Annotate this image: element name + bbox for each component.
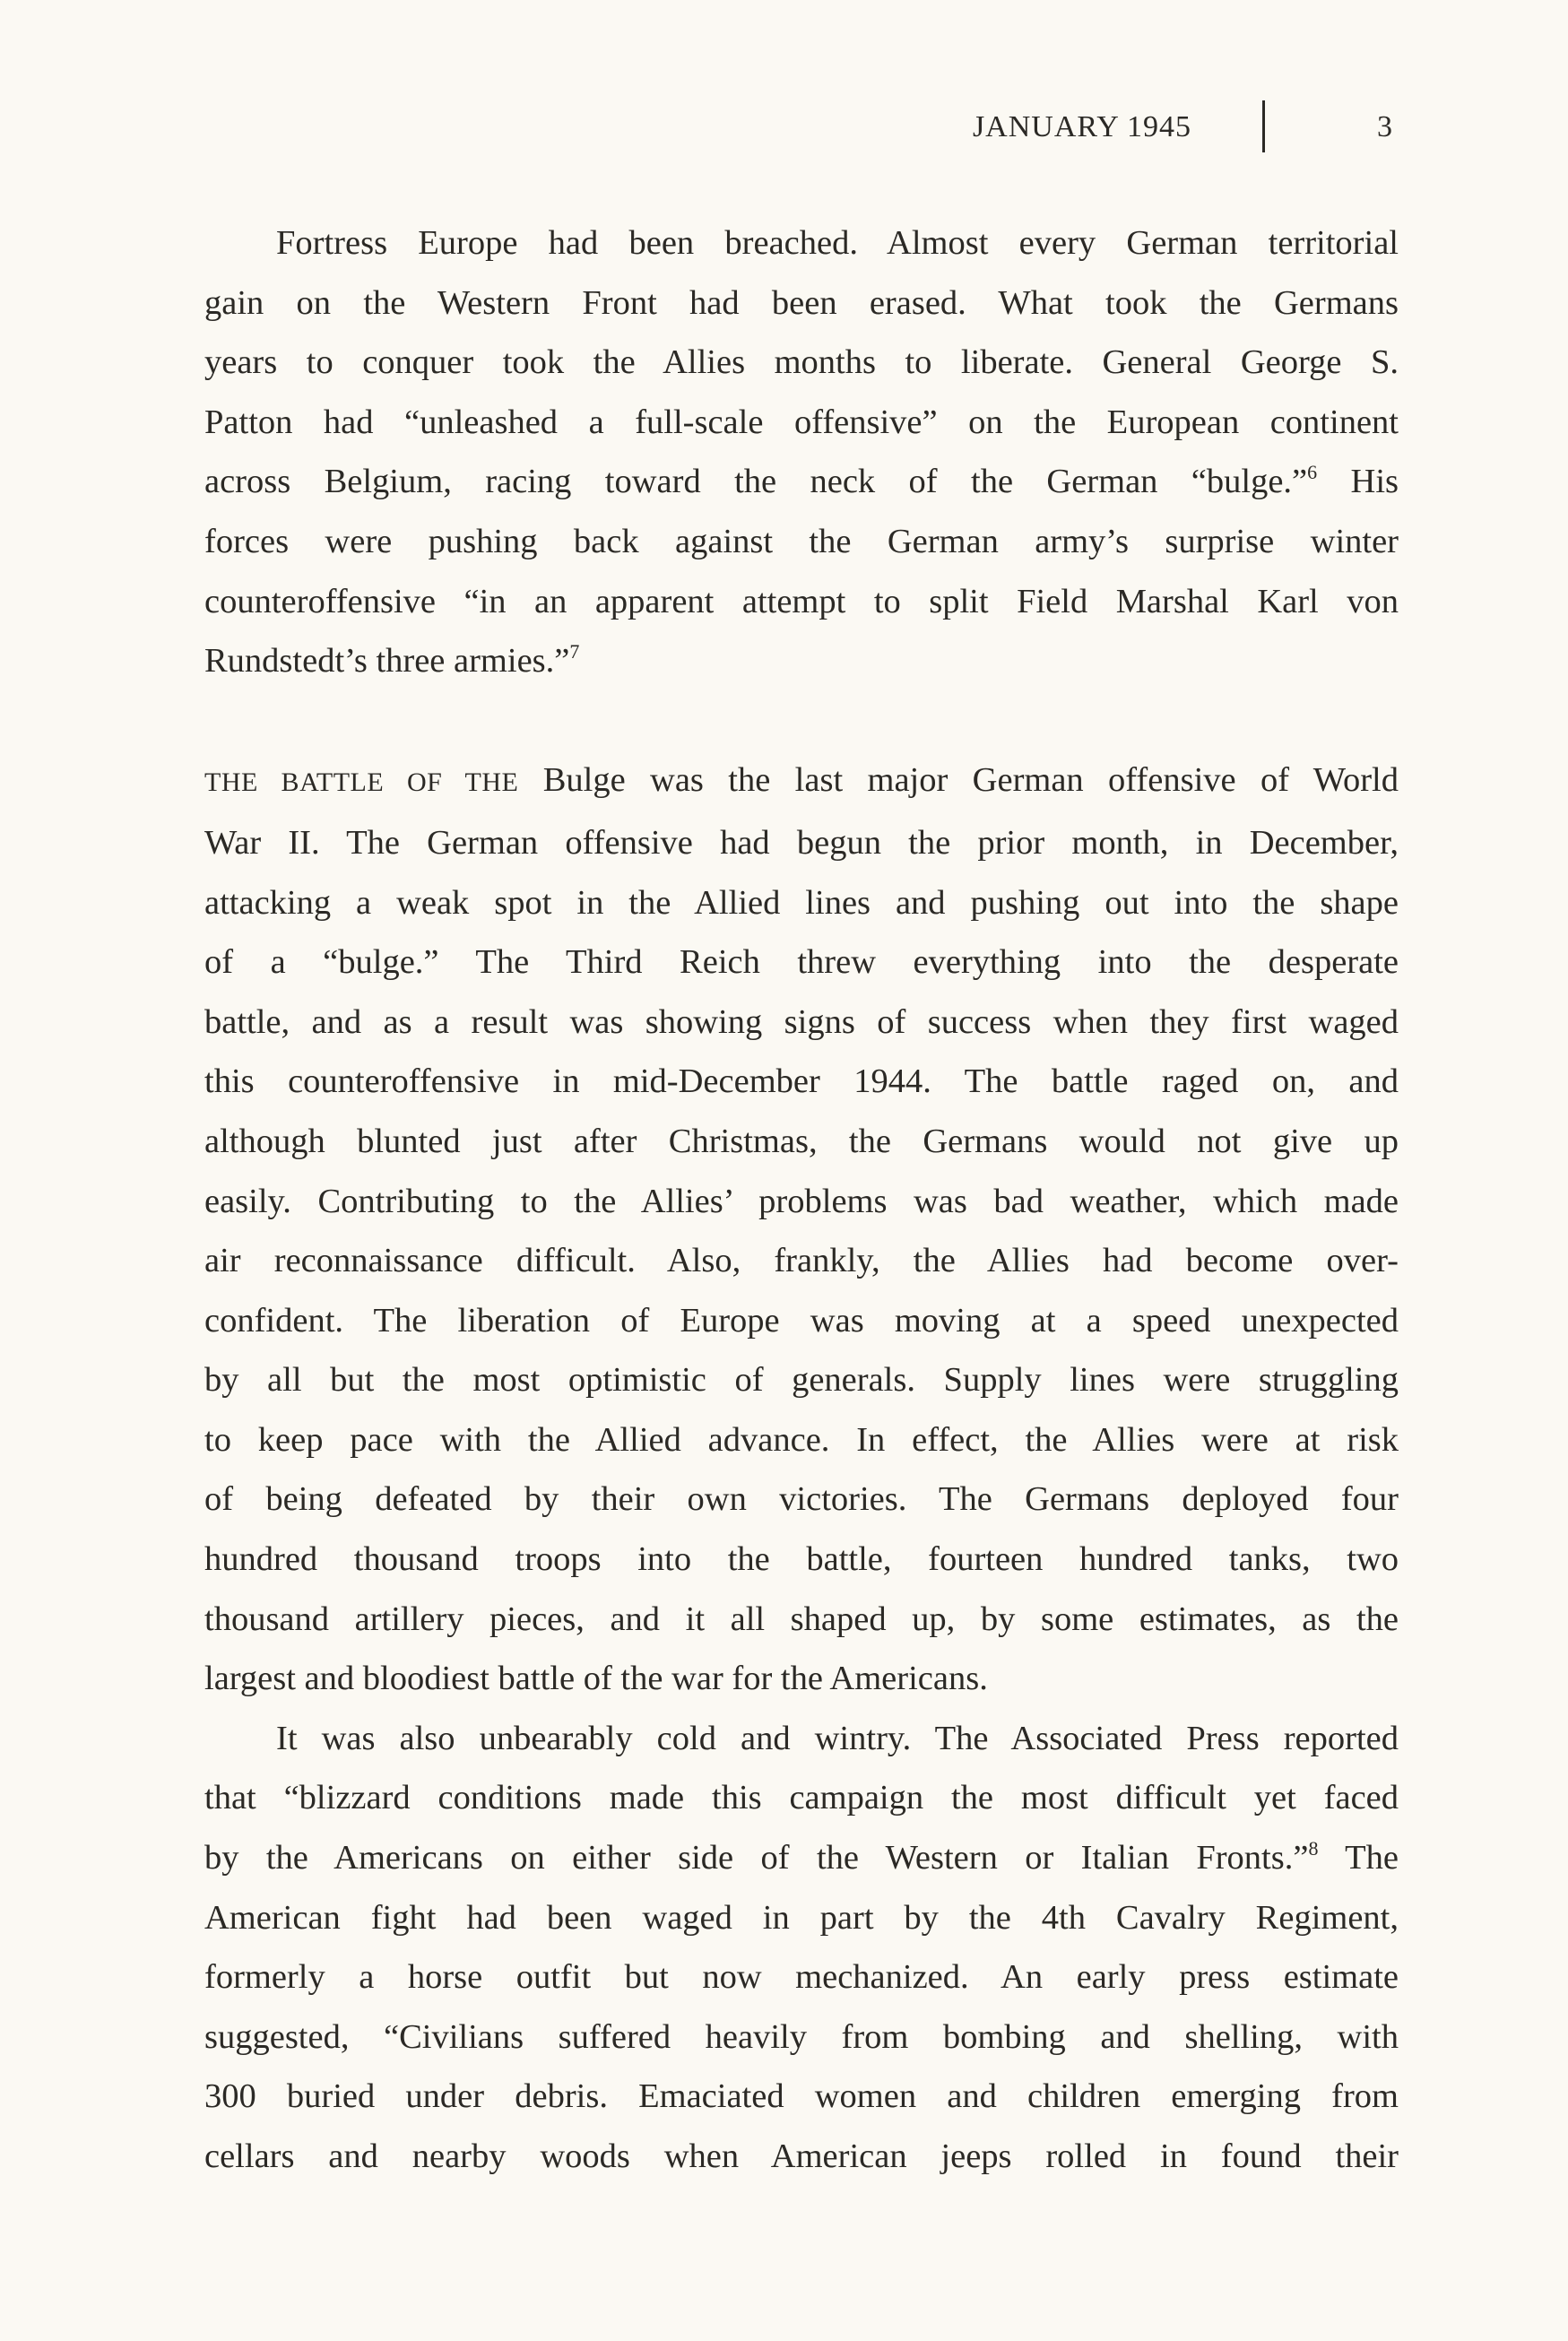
section-break bbox=[204, 691, 1399, 751]
text-line: forces were pushing back against the German army’s surprise winter bbox=[204, 522, 1399, 560]
running-head-title: JANUARY 1945 bbox=[972, 110, 1191, 143]
footnote-ref-8: 8 bbox=[1308, 1837, 1319, 1860]
text-line: gain on the Western Front had been erased. What took the Germans bbox=[204, 283, 1399, 322]
page-number: 3 bbox=[1377, 110, 1392, 143]
text-line: suggested, “Civilians suffered heavily from bombing and shelling, with bbox=[204, 2017, 1399, 2056]
text-line: It was also unbearably cold and wintry. The Associated Press reported bbox=[276, 1719, 1399, 1757]
footnote-ref-6: 6 bbox=[1307, 461, 1318, 484]
text-line: to keep pace with the Allied advance. In effect, the Allies were at risk bbox=[204, 1420, 1399, 1459]
text-line: battle, and as a result was showing signs of success when they first waged bbox=[204, 1002, 1399, 1041]
line-text: His bbox=[1317, 463, 1399, 501]
text-line bbox=[204, 1828, 1399, 1888]
running-head-divider bbox=[1262, 100, 1265, 152]
paragraph-2 bbox=[204, 750, 1399, 1709]
text-line: that “blizzard conditions made this campaign the most difficult yet faced bbox=[204, 1779, 1399, 1817]
text-line: Fortress Europe had been breached. Almost every German territorial bbox=[276, 224, 1399, 262]
text-line: easily. Contributing to the Allies’ problems was bad weather, which made bbox=[204, 1182, 1399, 1220]
text-line: although blunted just after Christmas, the Germans would not give up bbox=[204, 1122, 1399, 1160]
text-line: attacking a weak spot in the Allied lines and pushing out into the shape bbox=[204, 883, 1399, 922]
text-line: American fight had been waged in part by the 4th Cavalry Regiment, bbox=[204, 1898, 1399, 1937]
smallcaps-opening: THE BATTLE OF THE bbox=[204, 767, 519, 798]
line-text: Rundstedt’s three armies.” bbox=[204, 642, 570, 681]
text-line: cellars and nearby woods when American jeeps rolled in found their bbox=[204, 2137, 1399, 2175]
text-line bbox=[204, 631, 1399, 691]
text-line: hundred thousand troops into the battle, fourteen hundred tanks, two bbox=[204, 1540, 1399, 1579]
text-line: formerly a horse outfit but now mechanized. An early press estimate bbox=[204, 1958, 1399, 1997]
text-line: this counteroffensive in mid-December 1944. The battle raged on, and bbox=[204, 1062, 1399, 1101]
body-text bbox=[204, 213, 1399, 2187]
text-line: years to conquer took the Allies months to liberate. General George S. bbox=[204, 343, 1399, 382]
text-line bbox=[204, 750, 1399, 813]
paragraph-1 bbox=[204, 213, 1399, 691]
text-line: of a “bulge.” The Third Reich threw everything into the desperate bbox=[204, 943, 1399, 982]
line-text: by the Americans on either side of the Western or Italian Fronts.” bbox=[204, 1839, 1309, 1877]
text-line: War II. The German offensive had begun the prior month, in December, bbox=[204, 823, 1399, 862]
text-line: counteroffensive “in an apparent attempt to split Field Marshal Karl von bbox=[204, 582, 1399, 620]
line-text: Bulge was the last major German offensive of World bbox=[518, 761, 1399, 800]
text-line: confident. The liberation of Europe was moving at a speed unexpected bbox=[204, 1301, 1399, 1340]
text-line: of being defeated by their own victories. The Germans deployed four bbox=[204, 1480, 1399, 1519]
running-head bbox=[897, 100, 1403, 154]
text-line: Patton had “unleashed a full-scale offensive” on the European continent bbox=[204, 403, 1399, 441]
line-text: across Belgium, racing toward the neck of the German “bulge.” bbox=[204, 463, 1308, 501]
text-line: air reconnaissance difficult. Also, frankly, the Allies had become over- bbox=[204, 1242, 1399, 1280]
text-line: by all but the most optimistic of generals. Supply lines were struggling bbox=[204, 1361, 1399, 1400]
paragraph-3 bbox=[204, 1709, 1399, 2187]
text-line: largest and bloodiest battle of the war for the Americans. bbox=[204, 1660, 988, 1698]
text-line: 300 buried under debris. Emaciated women and children emerging from bbox=[204, 2077, 1399, 2116]
text-line: thousand artillery pieces, and it all shaped up, by some estimates, as the bbox=[204, 1600, 1399, 1638]
footnote-ref-7: 7 bbox=[569, 640, 580, 663]
line-text: The bbox=[1318, 1839, 1399, 1877]
text-line bbox=[204, 452, 1399, 512]
